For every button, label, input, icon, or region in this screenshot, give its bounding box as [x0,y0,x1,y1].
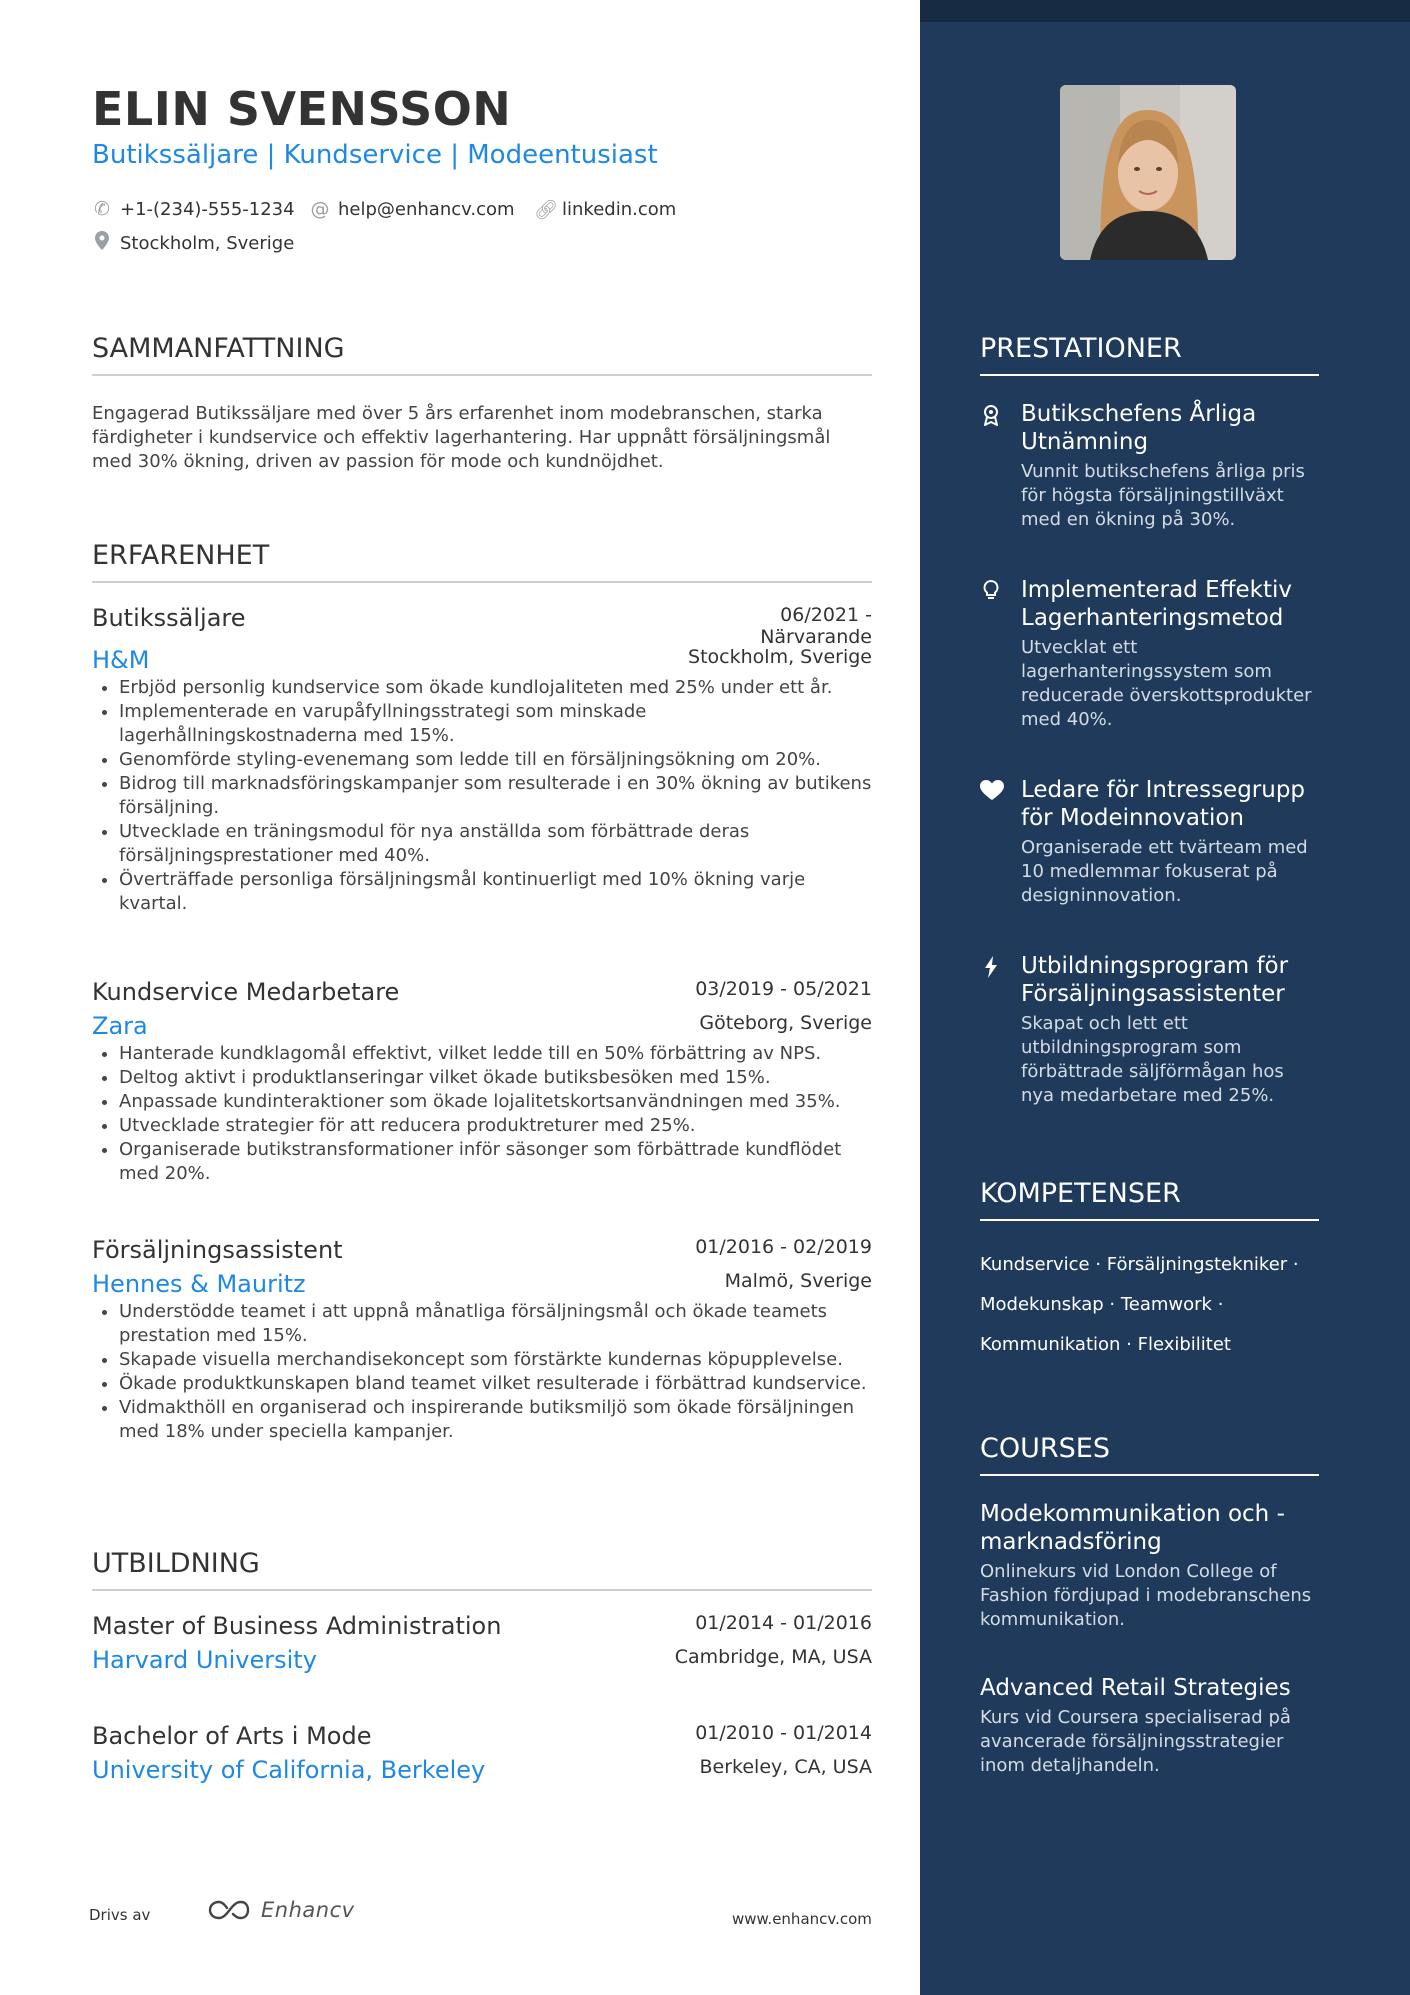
education-location: Cambridge, MA, USA [674,1646,872,1668]
summary-text: Engagerad Butikssäljare med över 5 års erfarenhet inom modebranschen, starka färdigheter i kundservice och effektiv lagerhantering. Har uppnått försäljningsmål med 30% ökning, driven av passion för mode och kundnöjdhet. [92,403,831,472]
contact-email[interactable] [310,198,515,220]
job-role: Butikssäljare [92,604,246,632]
course-title: Modekommunikation och -marknadsföring [980,1501,1285,1555]
profile-photo [1060,85,1236,260]
job-bullets [92,1300,872,1444]
job-bullet: • Genomförde styling-evenemang som ledde till en försäljningsökning om 20%. [119,748,872,772]
skills-line: Kommunikation · Flexibilitet [980,1334,1231,1355]
achievement-desc: Organiserade ett tvärteam med 10 medlemmar fokuserat på designinnovation. [1021,837,1308,906]
bolt-icon [980,956,1002,983]
education-degree: Master of Business Administration [92,1612,502,1640]
job-dates-start: 06/2021 - [780,604,872,626]
job-bullet: • Vidmakthöll en organiserad och inspirerande butiksmiljö som ökade försäljningen med 18% under speciella kampanjer. [119,1396,872,1444]
job-bullet: • Skapade visuella merchandisekoncept som förstärkte kundernas köpupplevelse. [119,1348,872,1372]
skills-line: Kundservice · Försäljningstekniker · [980,1254,1299,1275]
achievement-desc: Skapat och lett ett utbildningsprogram som förbättrade säljförmågan hos nya medarbetare med 25%. [1021,1013,1284,1106]
job-company: Zara [92,1012,148,1040]
at-icon: @ [310,198,330,220]
job-entry [92,604,872,916]
achievement-item [980,576,1320,732]
job-role: Försäljningsassistent [92,1236,343,1264]
job-location: Göteborg, Sverige [699,1012,872,1034]
job-bullet: • Deltog aktivt i produktlanseringar vilket ökade butiksbesöken med 15%. [119,1066,872,1090]
education-entry [92,1612,872,1674]
job-bullet: • Understödde teamet i att uppnå månatliga försäljningsmål och ökade teamets prestation med 15%. [119,1300,872,1348]
education-entry [92,1722,872,1784]
job-entry [92,978,872,1186]
education-location: Berkeley, CA, USA [699,1756,872,1778]
education-dates: 01/2010 - 01/2014 [695,1722,872,1744]
job-company: H&M [92,646,150,674]
achievement-desc: Vunnit butikschefens årliga pris för högsta försäljningstillväxt med en ökning på 30%. [1021,461,1305,530]
lightbulb-icon [980,580,1002,607]
phone-text: +1-(234)-555-1234 [120,198,295,220]
achievement-item [980,400,1320,532]
achievement-title: Butikschefens Årliga Utnämning [1021,401,1257,455]
location-text: Stockholm, Sverige [120,232,295,254]
heart-icon [980,780,1002,806]
course-desc: Onlinekurs vid London College of Fashion fördjupad i modebranschens kommunikation. [980,1561,1312,1630]
location-pin-icon [92,231,112,255]
job-bullet: • Överträffade personliga försäljningsmål kontinuerligt med 10% ökning varje kvartal. [119,868,872,916]
achievement-desc: Utvecklat ett lagerhanteringssystem som reducerade överskottsprodukter med 40%. [1021,637,1312,730]
job-bullets [92,1042,872,1186]
footer-url[interactable]: www.enhancv.com [732,1910,872,1928]
achievement-title: Implementerad Effektiv Lagerhanteringsmetod [1021,577,1292,631]
headline: Butikssäljare | Kundservice | Modeentusiast [92,140,658,170]
job-entry [92,1236,872,1444]
education-school: Harvard University [92,1646,317,1674]
education-degree: Bachelor of Arts i Mode [92,1722,372,1750]
job-role: Kundservice Medarbetare [92,978,400,1006]
experience-title: ERFARENHET [92,540,872,583]
skills-title: KOMPETENSER [980,1178,1319,1221]
linkedin-text[interactable]: linkedin.com [562,199,677,220]
skills-list [980,1245,1320,1365]
job-dates-end: Närvarande [760,626,872,648]
education-school: University of California, Berkeley [92,1756,486,1784]
achievement-title: Utbildningsprogram för Försäljningsassistenter [1021,953,1289,1007]
brand-name: Enhancv [261,1898,355,1922]
job-bullet: • Ökade produktkunskapen bland teamet vilket resulterade i förbättrad kundservice. [119,1372,872,1396]
job-bullet: • Utvecklade strategier för att reducera produktreturer med 25%. [119,1114,872,1138]
job-bullet: • Implementerade en varupåfyllningsstrategi som minskade lagerhållningskostnaderna med 15%. [119,700,872,748]
phone-icon: ✆ [94,198,110,220]
job-bullet: • Erbjöd personlig kundservice som ökade kundlojaliteten med 25% under ett år. [119,676,872,700]
course-title: Advanced Retail Strategies [980,1675,1291,1701]
skills-line: Modekunskap · Teamwork · [980,1294,1224,1315]
powered-by-label: Drivs av [89,1906,151,1924]
job-company: Hennes & Mauritz [92,1270,306,1298]
job-location: Stockholm, Sverige [688,646,872,668]
achievements-title: PRESTATIONER [980,333,1319,376]
job-bullet: • Hanterade kundklagomål effektivt, vilket ledde till en 50% förbättring av NPS. [119,1042,872,1066]
course-item [980,1500,1320,1632]
infinity-icon [207,1898,253,1922]
job-dates [760,604,872,648]
contact-location [92,231,294,255]
courses-title: COURSES [980,1433,1319,1476]
sidebar [920,0,1410,1995]
link-icon: 🔗︎ [534,199,559,221]
course-item [980,1674,1320,1778]
education-title: UTBILDNING [92,1548,872,1591]
achievement-item [980,776,1320,908]
email-text[interactable]: help@enhancv.com [338,198,515,220]
contact-phone [92,198,295,220]
job-bullet: • Bidrog till marknadsföringskampanjer som resulterade i en 30% ökning av butikens försäljning. [119,772,872,820]
job-dates: 01/2016 - 02/2019 [695,1236,872,1258]
achievement-item [980,952,1320,1108]
award-icon [980,404,1002,431]
job-bullet: • Utvecklade en träningsmodul för nya anställda som förbättrade deras försäljningsprestationer med 40%. [119,820,872,868]
achievement-title: Ledare för Intressegrupp för Modeinnovation [1021,777,1306,831]
education-dates: 01/2014 - 01/2016 [695,1612,872,1634]
contact-linkedin[interactable] [534,198,676,221]
sidebar-top-bar [920,0,1410,22]
job-dates: 03/2019 - 05/2021 [695,978,872,1000]
job-bullet: • Organiserade butikstransformationer inför säsonger som förbättrade kundflödet med 20%. [119,1138,872,1186]
job-bullets [92,676,872,916]
course-desc: Kurs vid Coursera specialiserad på avancerade försäljningsstrategier inom detaljhandeln. [980,1707,1291,1776]
job-bullet: • Anpassade kundinteraktioner som ökade lojalitetskortsanvändningen med 35%. [119,1090,872,1114]
enhancv-logo[interactable] [207,1898,355,1922]
job-location: Malmö, Sverige [724,1270,872,1292]
candidate-name: ELIN SVENSSON [92,82,512,136]
summary-title: SAMMANFATTNING [92,333,872,376]
